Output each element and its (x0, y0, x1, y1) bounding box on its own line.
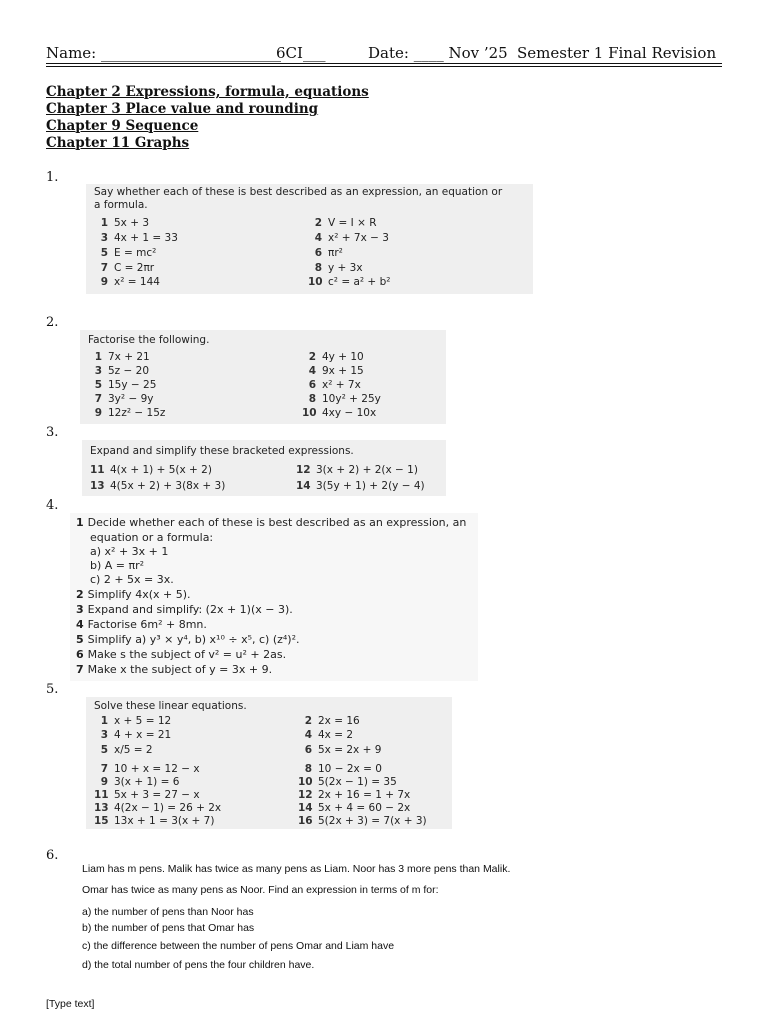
q1-instruction: Say whether each of these is best described as an expression, an equation or (94, 186, 503, 198)
exercise-item: 9 3(x + 1) = 6 (100, 776, 180, 788)
q4-line: 3 Expand and simplify: (2x + 1)(x − 3). (76, 603, 293, 616)
exercise-item: 3 4 + x = 21 (100, 729, 172, 741)
q6-line: b) the number of pens that Omar has (82, 922, 255, 934)
exercise-item: 9 x² = 144 (100, 276, 160, 288)
q4-line: 2 Simplify 4x(x + 5). (76, 588, 191, 601)
exercise-item: 4 9x + 15 (308, 365, 364, 377)
footer-placeholder: [Type text] (46, 998, 95, 1010)
exercise-item: 5 15y − 25 (94, 379, 157, 391)
exercise-item: 10 c² = a² + b² (308, 276, 391, 288)
q4-line: c) 2 + 5x = 3x. (90, 573, 174, 586)
exercise-item: 7 3y² − 9y (94, 393, 154, 405)
exercise-item: 15 13x + 1 = 3(x + 7) (94, 815, 215, 827)
exercise-item: 8 10 − 2x = 0 (304, 763, 382, 775)
exercise-item: 12 2x + 16 = 1 + 7x (298, 789, 411, 801)
exercise-item: 5 x/5 = 2 (100, 744, 153, 756)
exercise-item: 14 5x + 4 = 60 − 2x (298, 802, 411, 814)
q2-scan-box (80, 330, 446, 424)
exercise-item: 3 5z − 20 (94, 365, 150, 377)
exercise-item: 2 4y + 10 (308, 351, 364, 363)
header-rule (46, 63, 722, 64)
exercise-item: 2 V = I × R (314, 217, 377, 229)
q3-instruction: Expand and simplify these bracketed expressions. (90, 445, 354, 457)
exercise-item: 7 10 + x = 12 − x (100, 763, 200, 775)
exercise-item: 13 4(5x + 2) + 3(8x + 3) (90, 480, 226, 492)
q6-line: a) the number of pens than Noor has (82, 906, 254, 918)
q6-line: d) the total number of pens the four children have. (82, 959, 315, 971)
question-number: 6. (46, 848, 59, 863)
q4-line: b) A = πr² (90, 559, 145, 572)
exercise-item: 4 4x = 2 (304, 729, 354, 741)
exercise-item: 13 4(2x − 1) = 26 + 2x (94, 802, 222, 814)
exercise-item: 11 5x + 3 = 27 − x (94, 789, 200, 801)
page-title: Semester 1 Final Revision (517, 44, 717, 62)
exercise-item: 14 3(5y + 1) + 2(y − 4) (296, 480, 425, 492)
question-number: 1. (46, 170, 59, 185)
date-field-label: Date: ____ Nov ’25 (368, 44, 508, 62)
exercise-item: 6 πr² (314, 247, 343, 259)
q5-scan-box (86, 697, 452, 829)
question-number: 2. (46, 315, 59, 330)
exercise-item: 1 5x + 3 (100, 217, 150, 229)
q1-scan-box (86, 184, 533, 294)
q4-line: 7 Make x the subject of y = 3x + 9. (76, 663, 273, 676)
q3-scan-box (82, 440, 446, 496)
chapter-heading: Chapter 2 Expressions, formula, equations (46, 84, 369, 100)
q4-line: 1 Decide whether each of these is best described as an expression, an (76, 516, 467, 529)
q4-line: 4 Factorise 6m² + 8mn. (76, 618, 207, 631)
name-field-label: Name: ________________________ (46, 44, 281, 62)
exercise-item: 1 7x + 21 (94, 351, 150, 363)
exercise-item: 8 10y² + 25y (308, 393, 381, 405)
question-number: 4. (46, 498, 59, 513)
q6-line: Omar has twice as many pens as Noor. Find an expression in terms of m for: (82, 884, 439, 896)
q4-line: 6 Make s the subject of v² = u² + 2as. (76, 648, 287, 661)
exercise-item: 4 x² + 7x − 3 (314, 232, 389, 244)
exercise-item: 11 4(x + 1) + 5(x + 2) (90, 464, 212, 476)
exercise-item: 9 12z² − 15z (94, 407, 166, 419)
exercise-item: 6 5x = 2x + 9 (304, 744, 382, 756)
q6-line: Liam has m pens. Malik has twice as many pens as Liam. Noor has 3 more pens than Malik. (82, 863, 511, 875)
q4-line: equation or a formula: (90, 531, 214, 544)
exercise-item: 3 4x + 1 = 33 (100, 232, 178, 244)
exercise-item: 2 2x = 16 (304, 715, 360, 727)
exercise-item: 7 C = 2πr (100, 262, 155, 274)
chapter-heading: Chapter 11 Graphs (46, 135, 190, 151)
exercise-item: 12 3(x + 2) + 2(x − 1) (296, 464, 418, 476)
q5-instruction: Solve these linear equations. (94, 700, 247, 712)
question-number: 3. (46, 425, 59, 440)
header-rule (46, 66, 722, 67)
q1-instruction: a formula. (94, 199, 148, 211)
chapter-heading: Chapter 9 Sequence (46, 118, 199, 134)
exercise-item: 1 x + 5 = 12 (100, 715, 172, 727)
q2-instruction: Factorise the following. (88, 334, 210, 346)
exercise-item: 10 5(2x − 1) = 35 (298, 776, 397, 788)
chapter-heading: Chapter 3 Place value and rounding (46, 101, 319, 117)
q4-scan-box (70, 513, 478, 681)
exercise-item: 10 4xy − 10x (302, 407, 377, 419)
class-field-label: 6CI___ (276, 44, 326, 62)
exercise-item: 8 y + 3x (314, 262, 363, 274)
exercise-item: 16 5(2x + 3) = 7(x + 3) (298, 815, 427, 827)
exercise-item: 5 E = mc² (100, 247, 157, 259)
q4-line: a) x² + 3x + 1 (90, 545, 169, 558)
q4-line: 5 Simplify a) y³ × y⁴, b) x¹⁰ ÷ x⁵, c) (z⁴)². (76, 633, 300, 646)
exercise-item: 6 x² + 7x (308, 379, 361, 391)
q6-line: c) the difference between the number of pens Omar and Liam have (82, 940, 395, 952)
question-number: 5. (46, 682, 59, 697)
